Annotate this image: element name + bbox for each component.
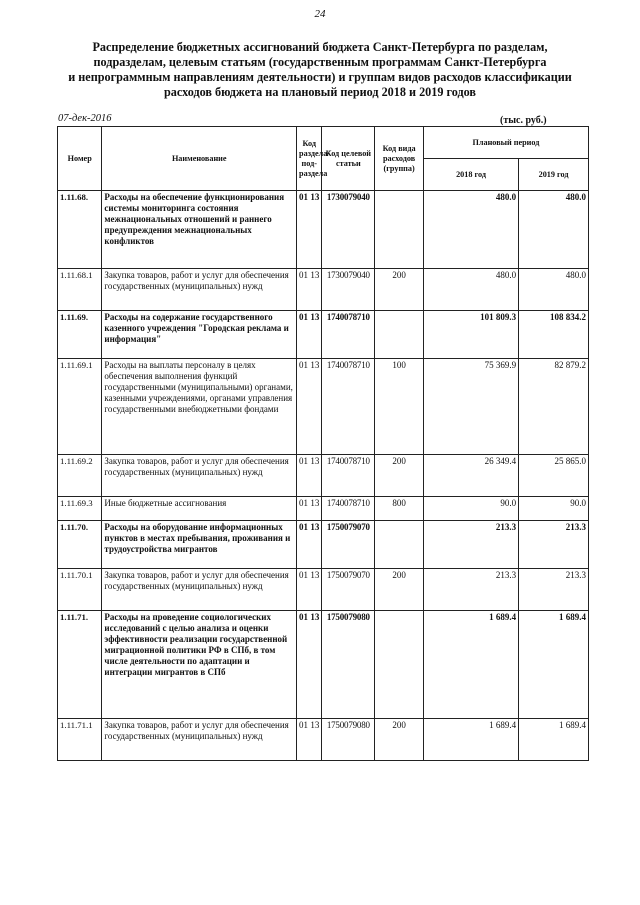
title-line: и непрограммным направлениям деятельности) и группам видов расходов классификации — [68, 70, 572, 84]
row-number: 1.11.68.1 — [58, 269, 102, 311]
table-row — [58, 269, 589, 311]
row-amount-2018: 90.0 — [423, 497, 518, 521]
table-row — [58, 719, 589, 761]
row-expense-type-code — [375, 311, 424, 359]
units-label: (тыс. руб.) — [500, 115, 547, 126]
row-target-code: 1740078710 — [322, 455, 375, 497]
row-number: 1.11.70.1 — [58, 569, 102, 611]
row-section-code: 01 — [297, 191, 308, 269]
row-name: Расходы на обеспечение функционирования системы мониторинга состояния межнациональных отношений и раннего предупреждения межнациональных конфликтов — [102, 191, 297, 269]
header-section: Код раздела/ под-раздела — [297, 127, 322, 191]
row-expense-type-code: 200 — [375, 269, 424, 311]
header-planned-period: Плановый период — [423, 127, 588, 159]
row-name: Закупка товаров, работ и услуг для обеспечения государственных (муниципальных) нужд — [102, 719, 297, 761]
row-subsection-code: 13 — [307, 521, 322, 569]
row-amount-2019: 213.3 — [519, 521, 589, 569]
table-row — [58, 359, 589, 455]
row-amount-2019: 82 879.2 — [519, 359, 589, 455]
row-amount-2019: 480.0 — [519, 269, 589, 311]
row-target-code: 1740078710 — [322, 359, 375, 455]
budget-table — [57, 126, 589, 761]
row-expense-type-code — [375, 521, 424, 569]
row-section-code: 01 — [297, 569, 308, 611]
row-target-code: 1740078710 — [322, 311, 375, 359]
row-expense-type-code — [375, 611, 424, 719]
table-row — [58, 191, 589, 269]
row-number: 1.11.69.1 — [58, 359, 102, 455]
row-target-code: 1750079070 — [322, 521, 375, 569]
row-amount-2018: 1 689.4 — [423, 611, 518, 719]
table-row — [58, 497, 589, 521]
row-subsection-code: 13 — [307, 269, 322, 311]
row-number: 1.11.68. — [58, 191, 102, 269]
row-amount-2019: 108 834.2 — [519, 311, 589, 359]
row-expense-type-code — [375, 191, 424, 269]
title-line: Распределение бюджетных ассигнований бюджета Санкт-Петербурга по разделам, — [92, 40, 548, 54]
table-row — [58, 569, 589, 611]
row-number: 1.11.69. — [58, 311, 102, 359]
title-line: расходов бюджета на плановый период 2018 и 2019 годов — [163, 85, 476, 99]
row-amount-2018: 101 809.3 — [423, 311, 518, 359]
row-amount-2018: 480.0 — [423, 269, 518, 311]
row-target-code: 1750079080 — [322, 611, 375, 719]
row-section-code: 01 — [297, 719, 308, 761]
document-date: 07-дек-2016 — [58, 113, 112, 124]
row-subsection-code: 13 — [307, 359, 322, 455]
page-number: 24 — [314, 8, 326, 20]
row-amount-2018: 213.3 — [423, 521, 518, 569]
row-amount-2018: 26 349.4 — [423, 455, 518, 497]
row-expense-type-code: 800 — [375, 497, 424, 521]
row-amount-2019: 213.3 — [519, 569, 589, 611]
row-target-code: 1750079080 — [322, 719, 375, 761]
row-name: Иные бюджетные ассигнования — [102, 497, 297, 521]
row-section-code: 01 — [297, 611, 308, 719]
row-amount-2019: 90.0 — [519, 497, 589, 521]
row-name: Расходы на проведение социологических исследований с целью анализа и оценки эффективности реализации государственной миграционной политики РФ в СПб, в том числе деятельности по адаптации и интеграции мигрантов в СПб — [102, 611, 297, 719]
table-row — [58, 521, 589, 569]
row-amount-2018: 1 689.4 — [423, 719, 518, 761]
row-expense-type-code: 200 — [375, 719, 424, 761]
row-target-code: 1740078710 — [322, 497, 375, 521]
table-row — [58, 455, 589, 497]
header-year-2018: 2018 год — [423, 159, 518, 191]
row-number: 1.11.71. — [58, 611, 102, 719]
header-number: Номер — [58, 127, 102, 191]
row-expense-type-code: 100 — [375, 359, 424, 455]
row-name: Расходы на выплаты персоналу в целях обеспечения выполнения функций государственными (муниципальными) органами, казенными учреждениями, органами управления государственными внебюджетными фондами — [102, 359, 297, 455]
table-row — [58, 311, 589, 359]
row-amount-2019: 1 689.4 — [519, 611, 589, 719]
row-name: Закупка товаров, работ и услуг для обеспечения государственных (муниципальных) нужд — [102, 455, 297, 497]
row-section-code: 01 — [297, 521, 308, 569]
row-section-code: 01 — [297, 455, 308, 497]
header-expense-type: Код вида расходов (группа) — [375, 127, 424, 191]
row-name: Расходы на содержание государственного казенного учреждения "Городская реклама и информация" — [102, 311, 297, 359]
title-line: подразделам, целевым статьям (государственным программам Санкт-Петербурга — [93, 55, 547, 69]
row-expense-type-code: 200 — [375, 455, 424, 497]
row-expense-type-code: 200 — [375, 569, 424, 611]
row-amount-2019: 25 865.0 — [519, 455, 589, 497]
document-title — [40, 40, 600, 100]
header-year-2019: 2019 год — [519, 159, 589, 191]
row-subsection-code: 13 — [307, 311, 322, 359]
table-row — [58, 611, 589, 719]
header-target: Код целевой статьи — [322, 127, 375, 191]
row-section-code: 01 — [297, 359, 308, 455]
row-section-code: 01 — [297, 497, 308, 521]
row-subsection-code: 13 — [307, 569, 322, 611]
row-name: Расходы на оборудование информационных пунктов в местах пребывания, проживания и трудоустройства мигрантов — [102, 521, 297, 569]
row-number: 1.11.70. — [58, 521, 102, 569]
row-target-code: 1750079070 — [322, 569, 375, 611]
table-body — [58, 191, 589, 761]
row-target-code: 1730079040 — [322, 191, 375, 269]
row-number: 1.11.69.3 — [58, 497, 102, 521]
header-name: Наименование — [102, 127, 297, 191]
row-subsection-code: 13 — [307, 611, 322, 719]
row-amount-2019: 480.0 — [519, 191, 589, 269]
row-name: Закупка товаров, работ и услуг для обеспечения государственных (муниципальных) нужд — [102, 569, 297, 611]
row-section-code: 01 — [297, 311, 308, 359]
row-number: 1.11.71.1 — [58, 719, 102, 761]
row-amount-2018: 75 369.9 — [423, 359, 518, 455]
row-subsection-code: 13 — [307, 497, 322, 521]
row-subsection-code: 13 — [307, 455, 322, 497]
row-amount-2018: 480.0 — [423, 191, 518, 269]
row-subsection-code: 13 — [307, 191, 322, 269]
row-number: 1.11.69.2 — [58, 455, 102, 497]
row-name: Закупка товаров, работ и услуг для обеспечения государственных (муниципальных) нужд — [102, 269, 297, 311]
row-target-code: 1730079040 — [322, 269, 375, 311]
row-subsection-code: 13 — [307, 719, 322, 761]
row-section-code: 01 — [297, 269, 308, 311]
row-amount-2019: 1 689.4 — [519, 719, 589, 761]
row-amount-2018: 213.3 — [423, 569, 518, 611]
